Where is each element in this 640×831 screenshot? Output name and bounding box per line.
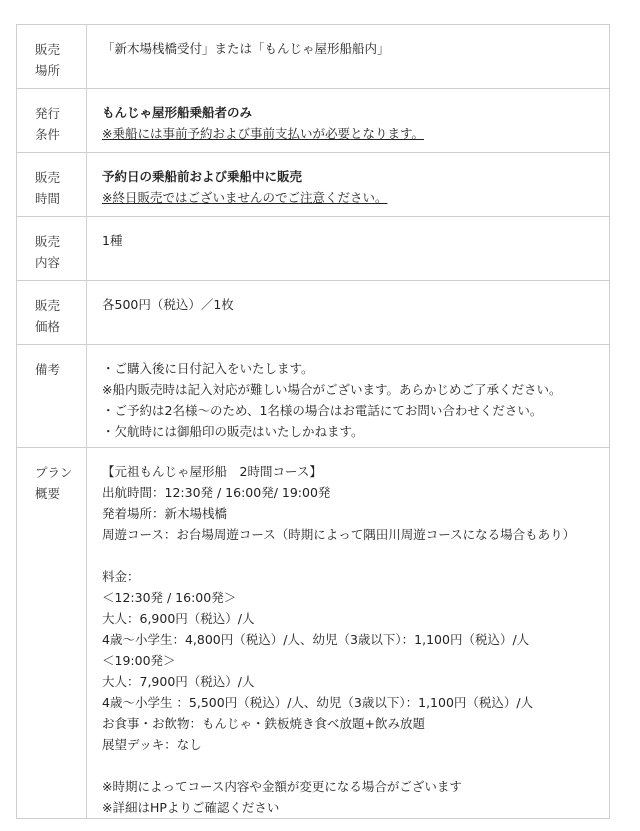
label-line: 備考	[35, 362, 61, 377]
row-value	[87, 25, 610, 89]
value-line: お食事・お飲物：もんじゃ・鉄板焼き食べ放題+飲み放題	[102, 716, 425, 731]
row-label	[17, 448, 87, 819]
value-line: ※終日販売ではございませんのでご注意ください。	[102, 190, 388, 205]
label-line: 条件	[35, 127, 61, 142]
label-line: 価格	[35, 319, 61, 334]
row-value	[87, 89, 610, 153]
label-line: 販売	[35, 42, 61, 57]
value-line: 【元祖もんじゃ屋形船 2時間コース】	[102, 464, 322, 479]
label-line: 販売	[35, 234, 61, 249]
value-line: 予約日の乗船前および乗船中に販売	[102, 169, 303, 184]
label-line: プラン	[35, 465, 73, 480]
row-value	[87, 448, 610, 819]
value-line: ※乗船には事前予約および事前支払いが必要となります。	[102, 126, 424, 141]
value-line: もんじゃ屋形船乗船者のみ	[102, 105, 253, 120]
row-label	[17, 281, 87, 345]
row-label	[17, 25, 87, 89]
label-line: 内容	[35, 255, 61, 270]
row-value	[87, 153, 610, 217]
row-sales-content	[17, 217, 610, 281]
value-line: 料金：	[102, 569, 140, 584]
label-line: 場所	[35, 63, 61, 78]
value-line: 大人：6,900円（税込）/人	[102, 611, 255, 626]
value-line: ・ご購入後に日付記入をいたします。	[102, 361, 314, 376]
value-line: ・ご予約は2名様〜のため、1名様の場合はお電話にてお問い合わせください。	[102, 403, 543, 418]
value-line: 1種	[102, 233, 123, 248]
value-line: ※詳細はHPよりご確認ください	[102, 800, 280, 815]
row-remarks	[17, 345, 610, 448]
label-line: 販売	[35, 298, 61, 313]
value-line: 大人：7,900円（税込）/人	[102, 674, 255, 689]
value-line: 展望デッキ：なし	[102, 737, 202, 752]
spacer-line	[102, 545, 599, 566]
value-line: 各500円（税込）／1枚	[102, 297, 234, 312]
row-label	[17, 153, 87, 217]
label-line: 発行	[35, 106, 61, 121]
value-line: 発着場所：新木場桟橋	[102, 506, 228, 521]
row-plan-overview	[17, 448, 610, 819]
row-sales-location	[17, 25, 610, 89]
info-table	[16, 24, 610, 819]
label-line: 時間	[35, 191, 61, 206]
row-value	[87, 281, 610, 345]
value-line: ・欠航時には御船印の販売はいたしかねます。	[102, 424, 364, 439]
label-line: 概要	[35, 486, 61, 501]
value-line: 出航時間：12:30発 / 16:00発/ 19:00発	[102, 485, 331, 500]
row-label	[17, 345, 87, 448]
value-line: ※船内販売時は記入対応が難しい場合がございます。あらかじめご了承ください。	[102, 382, 562, 397]
label-line: 販売	[35, 170, 61, 185]
row-sales-time	[17, 153, 610, 217]
row-label	[17, 89, 87, 153]
value-line: ＜19:00発＞	[102, 653, 176, 668]
value-line: 「新木場桟橋受付」または「もんじゃ屋形船船内」	[102, 41, 390, 56]
value-line: 周遊コース：お台場周遊コース（時期によって隅田川周遊コースになる場合もあり）	[102, 527, 576, 542]
value-line: ＜12:30発 / 16:00発＞	[102, 590, 237, 605]
info-table-body	[17, 25, 610, 819]
value-line: ※時期によってコース内容や金額が変更になる場合がございます	[102, 779, 462, 794]
spacer-line	[102, 755, 599, 776]
row-label	[17, 217, 87, 281]
row-value	[87, 345, 610, 448]
row-value	[87, 217, 610, 281]
row-sales-price	[17, 281, 610, 345]
row-issue-conditions	[17, 89, 610, 153]
value-line: 4歳〜小学生：4,800円（税込）/人、幼児（3歳以下）：1,100円（税込）/人	[102, 632, 530, 647]
value-line: 4歳〜小学生 ：5,500円（税込）/人、幼児（3歳以下）：1,100円（税込）/人	[102, 695, 534, 710]
